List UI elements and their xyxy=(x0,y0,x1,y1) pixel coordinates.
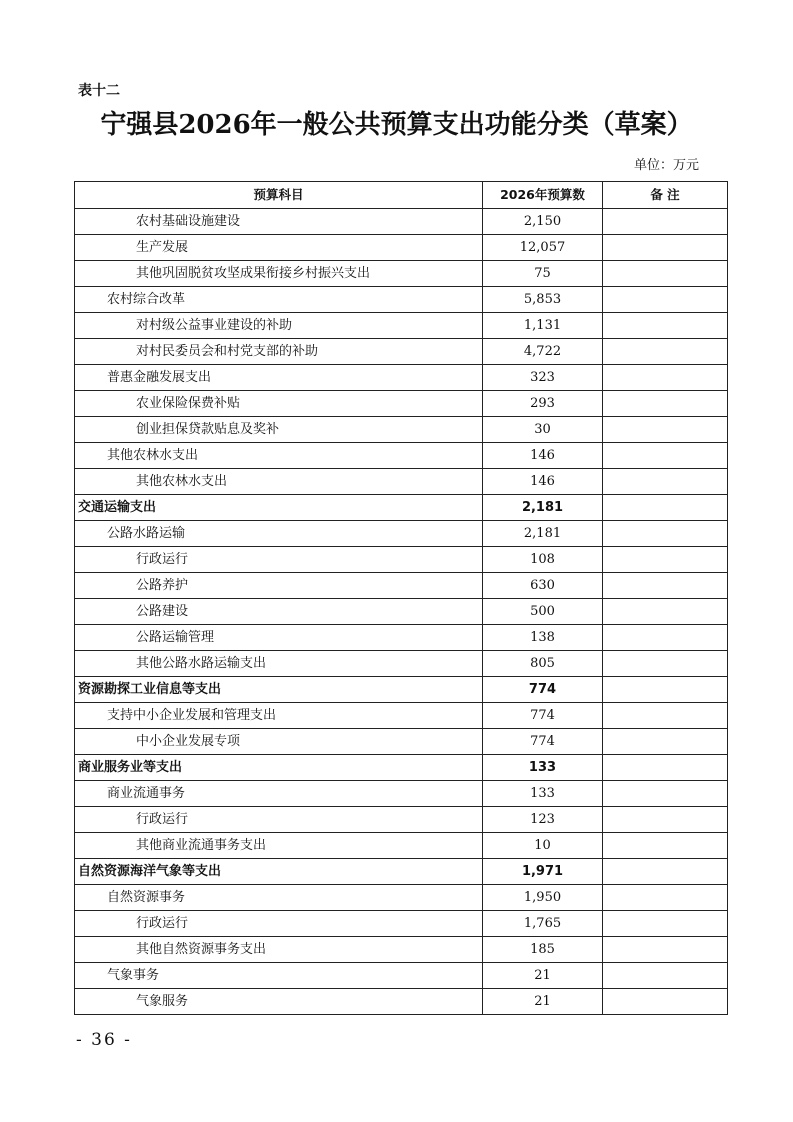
budget-subject-cell: 公路水路运输 xyxy=(75,521,483,547)
note-cell xyxy=(603,495,728,521)
budget-subject-cell: 自然资源海洋气象等支出 xyxy=(75,859,483,885)
budget-value-cell: 138 xyxy=(483,625,603,651)
page-title: 宁强县2026年一般公共预算支出功能分类（草案） xyxy=(100,110,693,140)
budget-subject-cell: 其他自然资源事务支出 xyxy=(75,937,483,963)
budget-value-cell: 146 xyxy=(483,443,603,469)
budget-subject-cell: 其他公路水路运输支出 xyxy=(75,651,483,677)
note-cell xyxy=(603,677,728,703)
budget-value-cell: 630 xyxy=(483,573,603,599)
note-cell xyxy=(603,469,728,495)
note-cell xyxy=(603,859,728,885)
budget-value-cell: 774 xyxy=(483,677,603,703)
budget-subject-cell: 行政运行 xyxy=(75,911,483,937)
table-row xyxy=(75,833,728,859)
table-row xyxy=(75,521,728,547)
budget-value-cell: 2,150 xyxy=(483,209,603,235)
budget-value-cell: 774 xyxy=(483,729,603,755)
table-row xyxy=(75,755,728,781)
budget-value-cell: 2,181 xyxy=(483,495,603,521)
budget-subject-cell: 自然资源事务 xyxy=(75,885,483,911)
table-row xyxy=(75,573,728,599)
budget-value-cell: 5,853 xyxy=(483,287,603,313)
budget-value-cell: 500 xyxy=(483,599,603,625)
table-row xyxy=(75,859,728,885)
page-number: - 36 - xyxy=(76,1030,132,1050)
unit-label: 单位：万元 xyxy=(633,158,699,173)
budget-subject-cell: 普惠金融发展支出 xyxy=(75,365,483,391)
note-cell xyxy=(603,703,728,729)
budget-subject-cell: 公路运输管理 xyxy=(75,625,483,651)
note-cell xyxy=(603,807,728,833)
table-row xyxy=(75,885,728,911)
budget-subject-cell: 中小企业发展专项 xyxy=(75,729,483,755)
note-cell xyxy=(603,989,728,1015)
table-row xyxy=(75,729,728,755)
table-row xyxy=(75,287,728,313)
note-cell xyxy=(603,963,728,989)
budget-value-cell: 108 xyxy=(483,547,603,573)
table-row xyxy=(75,391,728,417)
table-row xyxy=(75,417,728,443)
table-row xyxy=(75,235,728,261)
note-cell xyxy=(603,391,728,417)
note-cell xyxy=(603,261,728,287)
note-cell xyxy=(603,781,728,807)
budget-value-cell: 133 xyxy=(483,781,603,807)
note-cell xyxy=(603,209,728,235)
budget-subject-cell: 商业流通事务 xyxy=(75,781,483,807)
budget-subject-cell: 对村级公益事业建设的补助 xyxy=(75,313,483,339)
budget-value-cell: 75 xyxy=(483,261,603,287)
note-cell xyxy=(603,521,728,547)
note-cell xyxy=(603,443,728,469)
budget-value-cell: 21 xyxy=(483,989,603,1015)
table-row xyxy=(75,599,728,625)
budget-subject-cell: 对村民委员会和村党支部的补助 xyxy=(75,339,483,365)
budget-value-cell: 1,971 xyxy=(483,859,603,885)
budget-value-cell: 805 xyxy=(483,651,603,677)
column-header-budget: 2026年预算数 xyxy=(483,182,603,209)
budget-value-cell: 323 xyxy=(483,365,603,391)
budget-subject-cell: 其他商业流通事务支出 xyxy=(75,833,483,859)
table-row xyxy=(75,911,728,937)
budget-subject-cell: 农业保险保费补贴 xyxy=(75,391,483,417)
budget-value-cell: 185 xyxy=(483,937,603,963)
budget-subject-cell: 其他农林水支出 xyxy=(75,443,483,469)
budget-subject-cell: 公路养护 xyxy=(75,573,483,599)
note-cell xyxy=(603,235,728,261)
note-cell xyxy=(603,417,728,443)
budget-subject-cell: 资源勘探工业信息等支出 xyxy=(75,677,483,703)
table-row xyxy=(75,469,728,495)
note-cell xyxy=(603,651,728,677)
budget-value-cell: 2,181 xyxy=(483,521,603,547)
table-body xyxy=(75,209,728,1015)
note-cell xyxy=(603,599,728,625)
note-cell xyxy=(603,547,728,573)
note-cell xyxy=(603,313,728,339)
budget-subject-cell: 支持中小企业发展和管理支出 xyxy=(75,703,483,729)
note-cell xyxy=(603,339,728,365)
budget-value-cell: 21 xyxy=(483,963,603,989)
budget-subject-cell: 其他巩固脱贫攻坚成果衔接乡村振兴支出 xyxy=(75,261,483,287)
table-row xyxy=(75,651,728,677)
table-row xyxy=(75,989,728,1015)
note-cell xyxy=(603,625,728,651)
table-row xyxy=(75,937,728,963)
note-cell xyxy=(603,911,728,937)
table-row xyxy=(75,495,728,521)
budget-subject-cell: 商业服务业等支出 xyxy=(75,755,483,781)
column-header-note: 备 注 xyxy=(603,182,728,209)
table-row xyxy=(75,443,728,469)
column-header-subject: 预算科目 xyxy=(75,182,483,209)
budget-value-cell: 293 xyxy=(483,391,603,417)
budget-value-cell: 12,057 xyxy=(483,235,603,261)
budget-subject-cell: 公路建设 xyxy=(75,599,483,625)
budget-subject-cell: 气象事务 xyxy=(75,963,483,989)
budget-value-cell: 1,950 xyxy=(483,885,603,911)
note-cell xyxy=(603,885,728,911)
budget-subject-cell: 其他农林水支出 xyxy=(75,469,483,495)
budget-subject-cell: 农村综合改革 xyxy=(75,287,483,313)
note-cell xyxy=(603,937,728,963)
table-row xyxy=(75,703,728,729)
budget-table xyxy=(74,181,728,1015)
table-label: 表十二 xyxy=(78,83,120,99)
budget-subject-cell: 行政运行 xyxy=(75,807,483,833)
table-row xyxy=(75,677,728,703)
budget-value-cell: 4,722 xyxy=(483,339,603,365)
budget-subject-cell: 交通运输支出 xyxy=(75,495,483,521)
budget-value-cell: 774 xyxy=(483,703,603,729)
budget-subject-cell: 农村基础设施建设 xyxy=(75,209,483,235)
budget-value-cell: 30 xyxy=(483,417,603,443)
table-row xyxy=(75,963,728,989)
budget-value-cell: 1,131 xyxy=(483,313,603,339)
table-row xyxy=(75,781,728,807)
table-row xyxy=(75,209,728,235)
budget-value-cell: 10 xyxy=(483,833,603,859)
note-cell xyxy=(603,729,728,755)
budget-subject-cell: 行政运行 xyxy=(75,547,483,573)
budget-value-cell: 146 xyxy=(483,469,603,495)
budget-subject-cell: 气象服务 xyxy=(75,989,483,1015)
table-header-row xyxy=(75,182,728,209)
budget-value-cell: 123 xyxy=(483,807,603,833)
note-cell xyxy=(603,833,728,859)
note-cell xyxy=(603,287,728,313)
table-row xyxy=(75,547,728,573)
table-row xyxy=(75,261,728,287)
table-row xyxy=(75,807,728,833)
note-cell xyxy=(603,365,728,391)
budget-value-cell: 1,765 xyxy=(483,911,603,937)
table-row xyxy=(75,625,728,651)
table-row xyxy=(75,365,728,391)
table-row xyxy=(75,313,728,339)
budget-value-cell: 133 xyxy=(483,755,603,781)
note-cell xyxy=(603,755,728,781)
note-cell xyxy=(603,573,728,599)
table-row xyxy=(75,339,728,365)
budget-subject-cell: 生产发展 xyxy=(75,235,483,261)
budget-subject-cell: 创业担保贷款贴息及奖补 xyxy=(75,417,483,443)
